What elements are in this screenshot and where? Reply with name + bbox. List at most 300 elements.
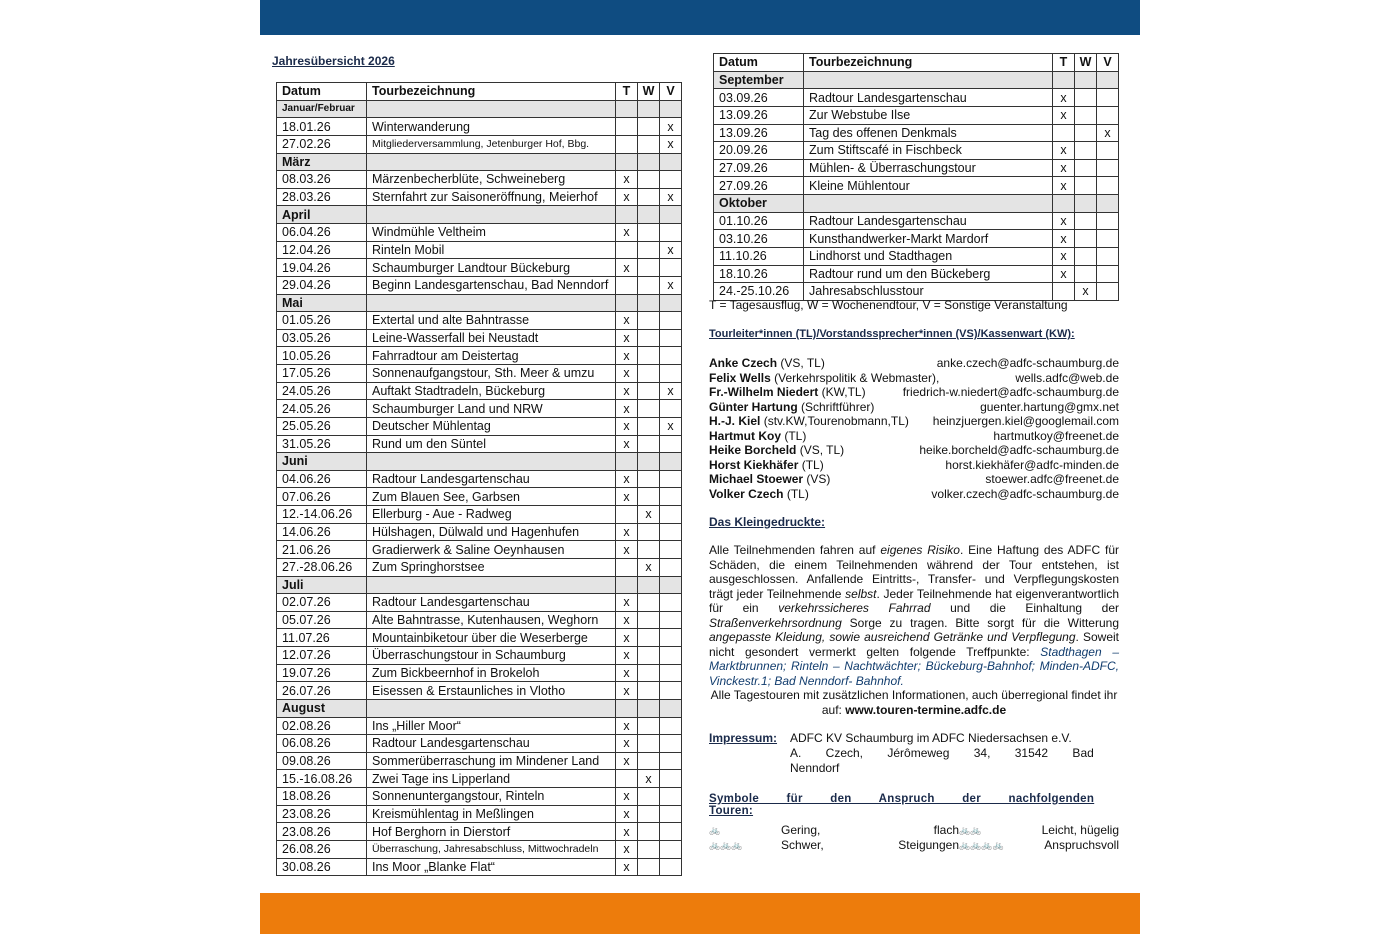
mark-v [660,735,682,753]
tour-name: Kunsthandwerker-Markt Mardorf [804,230,1053,248]
contact-name-role [709,429,806,444]
tour-row [277,171,682,189]
mark-w [638,224,660,242]
page-title: Jahresübersicht 2026 [272,54,395,68]
tour-row [277,858,682,876]
month-row [277,576,682,594]
tour-date: 09.08.26 [277,752,367,770]
mark-t: x [616,664,638,682]
mark-t: x [616,171,638,189]
tour-name: Überraschungstour in Schaumburg [367,647,616,665]
contact-name-role [709,487,809,502]
tour-date: 18.08.26 [277,788,367,806]
tour-row [277,347,682,365]
mark-w [1075,124,1097,142]
tour-name: Radtour Landesgartenschau [804,89,1053,107]
mark-t: x [616,382,638,400]
contact-email[interactable]: heinzjuergen.kiel@googlemail.com [932,414,1119,428]
month-row [277,100,682,118]
tour-row [277,611,682,629]
mark-v: x [660,241,682,259]
mark-t [616,241,638,259]
tour-name: Rinteln Mobil [367,241,616,259]
contact-name: Anke Czech [709,356,778,370]
tour-name: Lindhorst und Stadthagen [804,247,1053,265]
tour-name: Beginn Landesgartenschau, Bad Nenndorf [367,276,616,294]
tour-date: 11.10.26 [714,247,804,265]
contact-email[interactable]: friedrich-w.niedert@adfc-schaumburg.de [902,385,1119,399]
mark-v [1097,159,1119,177]
mark-v [660,629,682,647]
mark-v [1097,142,1119,160]
tour-row [277,523,682,541]
mark-v [660,611,682,629]
contact-row [709,400,1119,415]
mark-w [638,382,660,400]
difficulty-word: Leicht, [1041,823,1077,837]
tour-name: Hof Berghorn in Dierstorf [367,823,616,841]
tour-name: Mitgliederversammlung, Jetenburger Hof, Bbg. [367,135,616,153]
difficulty-word: Steigungen [898,838,959,852]
tour-row [277,276,682,294]
contact-name-role [709,443,844,458]
contact-email[interactable]: horst.kiekhäfer@adfc-minden.de [945,457,1119,472]
tour-row [277,224,682,242]
tour-date: 19.07.26 [277,664,367,682]
mark-v [660,788,682,806]
column-header: Datum [277,83,367,101]
tour-name: Rund um den Süntel [367,435,616,453]
bottom-color-bar [260,893,1140,934]
mark-w [1075,159,1097,177]
mark-t: x [616,858,638,876]
difficulty-word: Schwer, [781,838,824,852]
contact-row [709,414,1119,429]
mark-t [1053,124,1075,142]
tour-row [277,400,682,418]
tour-date: 13.09.26 [714,124,804,142]
tour-name: Deutscher Mühlentag [367,417,616,435]
month-label: März [277,153,367,171]
mark-w [1075,247,1097,265]
tour-row [277,770,682,788]
mark-w [638,135,660,153]
tour-name: Radtour rund um den Bückeberg [804,265,1053,283]
contact-role: (TL) [783,486,809,501]
mark-v [1097,247,1119,265]
mark-w [638,541,660,559]
column-header: W [638,83,660,101]
tour-date: 12.07.26 [277,647,367,665]
mark-w [638,417,660,435]
mark-t: x [616,523,638,541]
fine-print-text: Alle Teilnehmenden fahren auf eigenes Risiko. Eine Haftung des ADFC für Schäden, die einem Teilnehmenden während der Tour entstehen, ist ausgeschlossen. Anfallende Eintritts-, Transfer- und Verpflegungskosten trägt jeder Teilnehmende selbst. Jeder Teilnehmende hat eigenverantwortlich für ein verkehrssicheres Fahrrad und die Einhaltung der Straßenverkehrsordnung Sorge zu tragen. Bitte sorgt für die Witterung angepasste Kleidung, sowie ausreichend Getränke und Verpflegung. Soweit nicht gesondert vermerkt gelten folgende Treffpunkte: Stadthagen – Marktbrunnen; Rinteln – Nachtwächter; Bückeburg-Bahnhof; Minden-ADFC, Vinckestr.1; Bad Nenndorf- Bahnhof. Alle Tagestouren mit zusätzlichen Informationen, auch überregional findet ihr auf: www.touren-termine.adfc.de [709,543,1120,717]
mark-w [638,241,660,259]
contact-email[interactable]: guenter.hartung@gmx.net [980,399,1119,414]
month-label: April [277,206,367,224]
difficulty-word: Anspruchsvoll [1044,838,1119,852]
contact-name: Günter Hartung [709,399,798,414]
tour-date: 05.07.26 [277,611,367,629]
mark-w [638,629,660,647]
tour-date: 15.-16.08.26 [277,770,367,788]
contact-email[interactable]: wells.adfc@web.de [1015,370,1119,385]
tour-date: 27.-28.06.26 [277,558,367,576]
tour-row [714,142,1119,160]
mark-v [1097,230,1119,248]
contact-role: (TL) [798,457,824,472]
tour-name: Gradierwerk & Saline Oeynhausen [367,541,616,559]
tour-date: 10.05.26 [277,347,367,365]
column-header: T [1053,54,1075,72]
legend-text: T = Tagesausflug, W = Wochenendtour, V = Sonstige Veranstaltung [709,298,1068,312]
contact-email[interactable]: anke.czech@adfc-schaumburg.de [936,356,1119,370]
contact-name: Michael Stoewer [709,472,804,486]
contact-row [709,458,1119,473]
tour-row [277,241,682,259]
mark-t: x [616,488,638,506]
contact-role: (VS, TL) [796,443,845,457]
tour-date: 14.06.26 [277,523,367,541]
tour-name: Sonnenaufgangstour, Sth. Meer & umzu [367,365,616,383]
mark-v [660,752,682,770]
mark-v [660,647,682,665]
mark-t: x [1053,106,1075,124]
tour-table-left [276,82,682,876]
mark-v [660,541,682,559]
mark-w [638,470,660,488]
mark-t [616,506,638,524]
contact-role: (VS) [803,472,831,486]
tour-name: Schaumburger Land und NRW [367,400,616,418]
tour-name: Radtour Landesgartenschau [367,735,616,753]
mark-w: x [1075,283,1097,301]
mark-v [660,770,682,788]
mark-w [638,365,660,383]
tour-name: Windmühle Veltheim [367,224,616,242]
tour-date: 25.05.26 [277,417,367,435]
mark-t: x [616,188,638,206]
month-label: Oktober [714,195,804,213]
month-label: Januar/Februar [277,100,367,118]
tour-row [277,735,682,753]
contacts-list [709,356,1119,501]
tour-row [277,488,682,506]
contact-role: (Verkehrspolitik & Webmaster), [770,370,940,385]
tour-name: Auftakt Stadtradeln, Bückeburg [367,382,616,400]
month-row [277,153,682,171]
mark-v [660,171,682,189]
column-header: V [1097,54,1119,72]
contact-name: Volker Czech [709,486,784,501]
tour-date: 21.06.26 [277,541,367,559]
bicycle-icon: 🚲 [709,825,721,835]
symbol-row [709,838,1119,853]
tour-name: Hülshagen, Dülwald und Hagenhufen [367,523,616,541]
tour-date: 20.09.26 [714,142,804,160]
mark-v [660,523,682,541]
tour-name: Tag des offenen Denkmals [804,124,1053,142]
column-header: Tourbezeichnung [367,83,616,101]
tour-row [714,159,1119,177]
tour-name: Überraschung, Jahresabschluss, Mittwochradeln [367,840,616,858]
mark-t: x [616,823,638,841]
mark-v [660,717,682,735]
mark-w [638,682,660,700]
contact-row [709,356,1119,371]
tour-date: 27.09.26 [714,159,804,177]
tour-date: 24.-25.10.26 [714,283,804,301]
tour-row [277,541,682,559]
mark-v [660,224,682,242]
contact-role: (TL) [781,428,807,443]
mark-t: x [616,735,638,753]
symbol-row [709,823,1119,838]
tour-date: 01.10.26 [714,212,804,230]
mark-t: x [616,347,638,365]
tour-name: Ellerburg - Aue - Radweg [367,506,616,524]
tour-name: Jahresabschlusstour [804,283,1053,301]
mark-w [638,188,660,206]
meeting-points: Stadthagen – Marktbrunnen; Rinteln – Nachtwächter; Bückeburg-Bahnhof; Minden-ADFC, Vinckestr.1; Bad Nenndorf- Bahnhof. [709,644,1119,688]
mark-v [660,488,682,506]
month-row [714,71,1119,89]
tour-date: 02.07.26 [277,594,367,612]
difficulty-word: flach [933,823,959,837]
month-row [714,195,1119,213]
month-label: Juli [277,576,367,594]
difficulty-word: hügelig [1080,823,1119,837]
mark-w [638,858,660,876]
tour-date: 03.10.26 [714,230,804,248]
tour-date: 06.08.26 [277,735,367,753]
mark-w [638,717,660,735]
tour-date: 17.05.26 [277,365,367,383]
tour-row [277,312,682,330]
mark-v [660,329,682,347]
table-header [277,83,682,101]
contact-email[interactable]: hartmutkoy@freenet.de [993,428,1119,443]
mark-w [638,259,660,277]
contact-row [709,429,1119,444]
mark-v [660,365,682,383]
top-color-bar [260,0,1140,35]
tour-row [277,717,682,735]
contact-role: (VS, TL) [777,356,825,370]
contact-name: Horst Kiekhäfer [709,457,799,472]
month-label: Mai [277,294,367,312]
tour-date: 18.10.26 [714,265,804,283]
mark-v [1097,212,1119,230]
tour-row [277,259,682,277]
mark-w [1075,142,1097,160]
mark-v [660,823,682,841]
tour-name: Schaumburger Landtour Bückeburg [367,259,616,277]
mark-v: x [660,417,682,435]
contact-email[interactable]: heike.borcheld@adfc-schaumburg.de [919,443,1119,457]
tour-date: 26.07.26 [277,682,367,700]
contact-row [709,385,1119,400]
tour-name: Zum Springhorstsee [367,558,616,576]
tour-name: Ins „Hiller Moor“ [367,717,616,735]
mark-t: x [616,805,638,823]
contact-name-role [709,400,874,415]
mark-v [660,558,682,576]
contact-name-role [709,371,939,386]
tour-name: Ins Moor „Blanke Flat“ [367,858,616,876]
tour-row [714,124,1119,142]
info-line: Alle Tagestouren mit zusätzlichen Informationen, auch überregional findet ihr [710,688,1118,702]
mark-v [660,805,682,823]
mark-w [638,611,660,629]
mark-t: x [616,312,638,330]
tour-row [277,118,682,136]
mark-v: x [660,118,682,136]
tour-date: 27.09.26 [714,177,804,195]
month-label: August [277,699,367,717]
tour-row [277,594,682,612]
tour-date: 06.04.26 [277,224,367,242]
month-row [277,699,682,717]
tour-name: Kleine Mühlentour [804,177,1053,195]
tour-name: Mountainbiketour über die Weserberge [367,629,616,647]
column-header: W [1075,54,1097,72]
difficulty-word: Gering, [781,823,821,837]
mark-t: x [616,611,638,629]
mark-t: x [1053,177,1075,195]
mark-v [660,594,682,612]
mark-w [638,735,660,753]
tour-row [277,382,682,400]
tour-row [714,230,1119,248]
mark-t: x [1053,89,1075,107]
tour-date: 19.04.26 [277,259,367,277]
tour-date: 27.02.26 [277,135,367,153]
tour-row [277,805,682,823]
mark-v [660,400,682,418]
mark-t: x [616,365,638,383]
tour-row [277,135,682,153]
contact-row [709,443,1119,458]
tour-row [277,752,682,770]
month-row [277,453,682,471]
impressum-line-1: ADFC KV Schaumburg im ADFC Niedersachsen e.V. [790,731,1072,745]
contact-row [709,371,1119,386]
tour-row [277,823,682,841]
mark-w [638,523,660,541]
bicycle-icon: 🚲🚲🚲 [709,840,743,850]
month-label: Juni [277,453,367,471]
tour-row [277,417,682,435]
tour-name: Alte Bahntrasse, Kutenhausen, Weghorn [367,611,616,629]
column-header: T [616,83,638,101]
tour-row [277,682,682,700]
contact-row [709,472,1119,487]
mark-v: x [1097,124,1119,142]
mark-t [616,558,638,576]
tour-row [277,840,682,858]
tour-name: Fahrradtour am Deistertag [367,347,616,365]
mark-w [638,276,660,294]
tour-row [277,647,682,665]
tour-row [714,265,1119,283]
contact-email[interactable]: stoewer.adfc@freenet.de [985,472,1119,486]
tour-name: Sternfahrt zur Saisoneröffnung, Meierhof [367,188,616,206]
mark-t: x [616,717,638,735]
tour-date: 24.05.26 [277,400,367,418]
mark-v [660,664,682,682]
mark-w [638,400,660,418]
contact-name: H.-J. Kiel [709,414,761,428]
mark-t: x [616,647,638,665]
mark-v [660,347,682,365]
contact-name: Hartmut Koy [709,428,782,443]
tour-date: 03.05.26 [277,329,367,347]
tour-date: 24.05.26 [277,382,367,400]
month-label: September [714,71,804,89]
contact-email[interactable]: volker.czech@adfc-schaumburg.de [931,486,1119,501]
mark-w: x [638,770,660,788]
contact-row [709,487,1119,502]
tour-date: 26.08.26 [277,840,367,858]
mark-w: x [638,558,660,576]
mark-w [1075,177,1097,195]
tour-date: 12.04.26 [277,241,367,259]
contact-role: (KW,TL) [818,385,866,399]
tour-date: 23.08.26 [277,805,367,823]
tour-name: Zur Webstube Ilse [804,106,1053,124]
tour-name: Zwei Tage ins Lipperland [367,770,616,788]
mark-w [1075,106,1097,124]
mark-t: x [616,417,638,435]
tour-name: Märzenbecherblüte, Schweineberg [367,171,616,189]
tour-date: 28.03.26 [277,188,367,206]
contact-name-role [709,385,866,400]
mark-v [1097,106,1119,124]
mark-t [616,276,638,294]
mark-w: x [638,506,660,524]
tour-date: 30.08.26 [277,858,367,876]
tour-name: Radtour Landesgartenschau [367,594,616,612]
mark-v [660,506,682,524]
tour-date: 03.09.26 [714,89,804,107]
tour-row [714,212,1119,230]
tour-row [277,470,682,488]
mark-v: x [660,135,682,153]
tour-date: 02.08.26 [277,717,367,735]
tour-name: Leine-Wasserfall bei Neustadt [367,329,616,347]
mark-t: x [616,470,638,488]
mark-t: x [616,541,638,559]
mark-t [616,118,638,136]
tour-name: Radtour Landesgartenschau [804,212,1053,230]
mark-w [638,840,660,858]
tour-date: 04.06.26 [277,470,367,488]
tour-row [277,558,682,576]
contact-name-role [709,458,824,473]
contact-name-role [709,414,909,429]
mark-v [660,259,682,277]
tour-name: Winterwanderung [367,118,616,136]
tour-row [277,629,682,647]
mark-v [660,682,682,700]
mark-w [1075,89,1097,107]
column-header: Tourbezeichnung [804,54,1053,72]
contact-name-role [709,356,825,371]
website-link[interactable]: www.touren-termine.adfc.de [845,702,1007,717]
mark-t: x [616,788,638,806]
tour-name: Sonnenuntergangstour, Rinteln [367,788,616,806]
